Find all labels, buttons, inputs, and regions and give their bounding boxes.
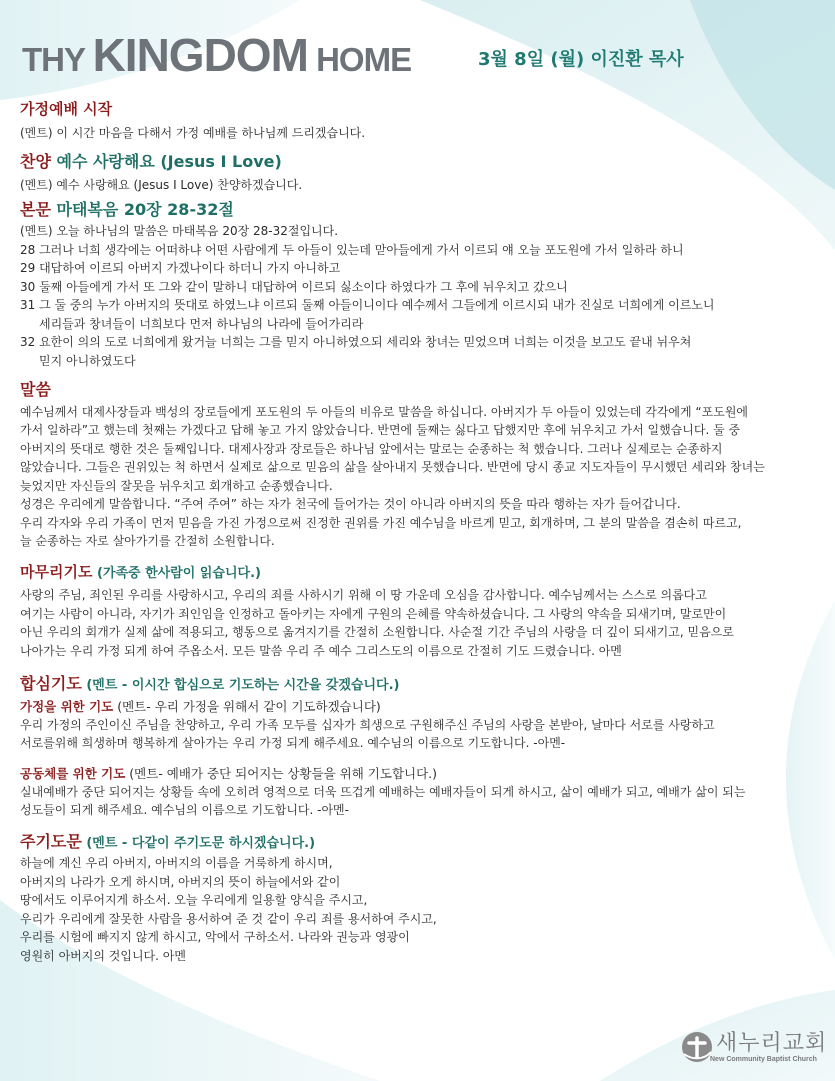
family-prayer-line: 서로를위해 희생하며 행복하게 살아가는 우리 가정 되게 해주세요. 예수님의 이름으로 기도합니다. -아멘- [20,736,566,751]
sermon-body [20,403,820,551]
lords-prayer-line: 우리가 우리에게 잘못한 사람을 용서하여 준 것 같이 우리 죄를 용서하여 주시고, [20,911,437,926]
subsection-label: 공동체를 위한 기도 [20,765,126,781]
sermon-line: 가서 일하라”고 했는데 첫째는 가겠다고 답해 놓고 가지 않았습니다. 반면에 둘째는 싫다고 답했지만 후에 뉘우치고 가서 일했습니다. 둘 중 [20,423,741,438]
lords-prayer-body [20,854,820,965]
section-label: 합심기도 [20,674,82,694]
church-name-korean: 새누리교회 [716,1031,828,1056]
community-prayer-title [20,764,820,783]
hymn-ment: (멘트) 예수 사랑해요 (Jesus I Love) 찬양하겠습니다. [20,177,303,192]
scripture-line: 30 둘째 아들에게 가서 또 그와 같이 말하니 대답하여 이르되 싫소이다 하였다가 그 후에 뉘우치고 갔으니 [20,279,568,294]
scripture-line: 32 요한이 의의 도로 너희에게 왔거늘 너희는 그를 믿지 아니하였으되 세리와 창녀는 믿었으며 너희는 이것을 보고도 끝내 뉘우쳐 [20,335,692,350]
subsection-ment: (멘트- 예배가 중단 되어지는 상황들을 위해 기도합니다.) [125,765,438,781]
brand-word-thy: THY [22,41,93,78]
lords-prayer-line: 하늘에 계신 우리 아버지, 아버지의 이름을 거룩하게 하시며, [20,856,333,871]
lords-prayer-line: 영원히 아버지의 것입니다. 아멘 [20,948,186,963]
section-subtitle: 예수 사랑해요 (Jesus I Love) [50,151,282,171]
section-subtitle: (멘트 - 다같이 주기도문 하시겠습니다.) [81,835,316,851]
church-name-english: New Community Baptist Church [710,1056,817,1063]
church-logo-icon [680,1030,714,1064]
closing-prayer-body [20,586,820,660]
subsection-ment: (멘트- 우리 가정을 위해서 같이 기도하겠습니다) [113,698,381,714]
section-label: 마무리기도 [20,562,93,581]
brand-title [22,28,411,82]
brand-word-home: HOME [307,41,412,78]
scripture-line: 29 대답하여 이르되 아버지 가겠나이다 하더니 가지 아니하고 [20,261,341,276]
section-subtitle: (가족중 한사람이 읽습니다.) [92,565,261,581]
section-title-unison-prayer [20,674,820,694]
section-title-hymn [20,152,820,171]
family-prayer-body [20,716,820,753]
section-label: 주기도문 [20,831,82,851]
family-prayer-line: 우리 가정의 주인이신 주님을 찬양하고, 우리 가족 모두를 십자가 희생으로 구원해주신 주님의 사랑을 본받아, 날마다 서로를 사랑하고 [20,717,715,732]
section-subtitle: (멘트 - 이시간 합심으로 기도하는 시간을 갖겠습니다.) [81,678,400,694]
subsection-label: 가정을 위한 기도 [20,698,114,714]
section-title-start [20,100,820,118]
scripture-line: 28 그러나 너희 생각에는 어떠하냐 어떤 사람에게 두 아들이 있는데 맏아들에게 가서 이르되 얘 오늘 포도원에 가서 일하라 하니 [20,242,684,257]
brand-word-kingdom: KINGDOM [92,29,308,81]
closing-prayer-line: 나아가는 우리 가정 되게 하여 주옵소서. 모든 말씀 우리 주 예수 그리스도의 이름으로 간절히 기도 드렸습니다. 아멘 [20,643,622,658]
scripture-line: (멘트) 오늘 하나님의 말씀은 마태복음 20장 28-32절입니다. [20,224,339,239]
section-subtitle: 마태복음 20장 28-32절 [50,200,234,220]
community-prayer-line: 성도들이 되게 해주세요. 예수님의 이름으로 기도합니다. -아멘- [20,803,349,818]
lords-prayer-line: 땅에서도 이루어지게 하소서. 오늘 우리에게 일용할 양식을 주시고, [20,893,368,908]
sermon-line: 우리 각자와 우리 가족이 먼저 믿음을 가진 가정으로써 진정한 권위를 가진 예수님을 바르게 믿고, 회개하며, 그 분의 말씀을 겸손히 따르고, [20,515,742,530]
closing-prayer-line: 사랑의 주님, 죄인된 우리를 사랑하시고, 우리의 죄를 사하시기 위해 이 땅 가운데 오심을 감사합니다. 예수님께서는 스스로 의롭다고 [20,588,707,603]
community-prayer-body [20,783,820,820]
lords-prayer-line: 아버지의 나라가 오게 하시며, 아버지의 뜻이 하늘에서와 같이 [20,874,341,889]
date-speaker: 3월 8일 (월) 이진환 목사 [478,49,684,70]
sermon-line: 늦었지만 자신들의 잘못을 뉘우치고 회개하고 순종했습니다. [20,478,333,493]
sermon-line: 예수님께서 대제사장들과 백성의 장로들에게 포도원의 두 아들의 비유로 말씀을 하십니다. 아버지가 두 아들이 있었는데 각각에게 “포도원에 [20,404,748,419]
scripture-line: 세리들과 창녀들이 너희보다 먼저 하나님의 나라에 들어가리라 [39,316,364,331]
sermon-line: 않았습니다. 그들은 권위있는 척 하면서 실제로 삶으로 믿음의 삶을 살아내지 못했습니다. 반면에 당시 종교 지도자들이 무시했던 세리와 창녀는 [20,460,765,475]
closing-prayer-line: 아닌 우리의 회개가 실제 삶에 적용되고, 행동으로 옮겨지기를 간절히 소원합니다. 사순절 기간 주님의 사랑을 더 깊이 되새기고, 믿음으로 [20,625,734,640]
section-title-lords-prayer [20,832,820,852]
section-title-sermon [20,380,820,399]
start-ment: (멘트) 이 시간 마음을 다해서 가정 예배를 하나님께 드리겠습니다. [20,126,366,140]
section-label: 말씀 [20,380,51,400]
content [20,100,820,965]
section-label: 가정예배 시작 [20,100,113,118]
sermon-line: 성경은 우리에게 말씀합니다. “주여 주여” 하는 자가 천국에 들어가는 것이 아니라 아버지의 뜻을 따라 행하는 자가 들어갑니다. [20,497,681,512]
scripture-line: 믿지 아니하였도다 [39,353,136,368]
lords-prayer-line: 우리를 시험에 빠지지 않게 하시고, 악에서 구하소서. 나라와 권능과 영광이 [20,930,410,945]
section-label: 본문 [20,200,51,220]
scripture-line: 31 그 둘 중의 누가 아버지의 뜻대로 하였느냐 이르되 둘째 아들이니이다 예수께서 그들에게 이르시되 내가 진실로 너희에게 이르노니 [20,298,715,313]
scripture-body [20,222,820,370]
closing-prayer-line: 여기는 사람이 아니라, 자기가 죄인임을 인정하고 돌아키는 자에게 구원의 은혜를 약속하셨습니다. 그 사랑의 약속을 되새기며, 말로만이 [20,606,727,621]
sermon-line: 아버지의 뜻대로 행한 것은 둘째입니다. 대제사장과 장로들은 하나님 앞에서는 말로는 순종하는 척 했습니다. 그러나 실제로는 순종하지 [20,441,723,456]
section-label: 찬양 [20,151,51,171]
sermon-line: 늘 순종하는 자로 살아가기를 간절히 소원합니다. [20,534,275,549]
family-prayer-title [20,697,820,716]
section-title-closing-prayer [20,563,820,582]
church-logo [680,1026,828,1071]
community-prayer-line: 실내예배가 중단 되어지는 상황들 속에 오히려 영적으로 더욱 뜨겁게 예배하는 예배자들이 되게 하시고, 삶이 예배가 되고, 예배가 삶이 되는 [20,784,746,799]
section-title-scripture [20,200,820,219]
